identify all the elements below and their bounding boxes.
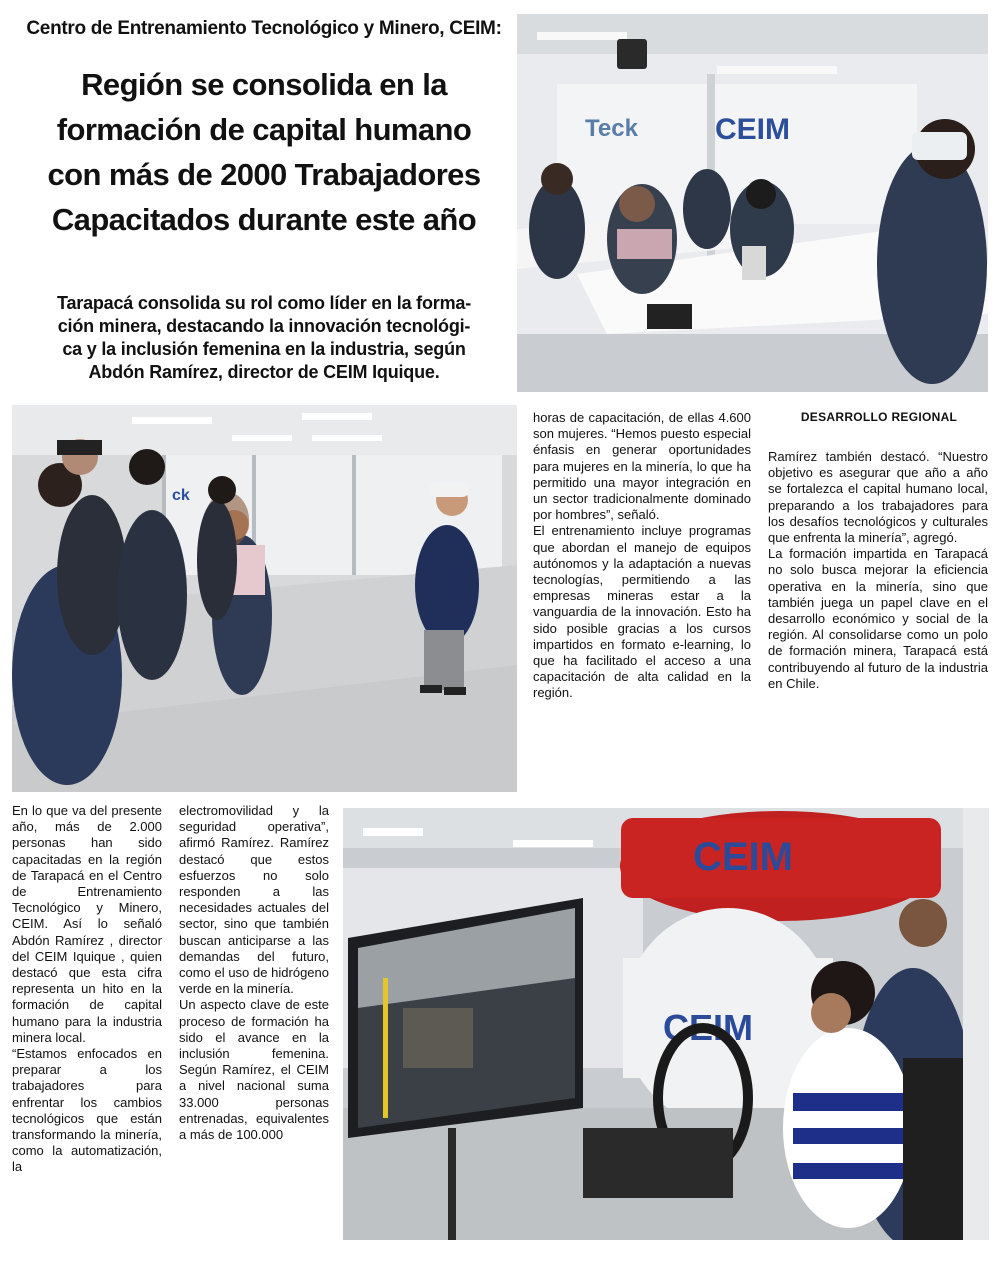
headline-line: con más de 2000 Trabajadores (47, 157, 481, 192)
ceim-partial-logo: ck (172, 487, 190, 504)
teck-wall-logo: Teck (585, 115, 638, 142)
paragraph: En lo que va del presente año, más de 2.000 personas han sido capacitadas en la región de Tarapacá en el Centro de Entrenamiento Tecnológico y Minero, CEIM. Así lo señaló Abdón Ramírez , director del CEIM Iquique , quien destacó que esta cifra representa un hito en la formación de capital humano para la industria minera local. (12, 803, 162, 1045)
simulator-photo (343, 808, 989, 1240)
paragraph: Un aspecto clave de este proceso de formación ha sido el avance en la inclusión femenina. Según Ramírez, el CEIM a nivel nacional suma 33.000 personas entrenadas, equivalentes a más de 100.000 (179, 997, 329, 1143)
ceim-wall-logo: CEIM (715, 113, 790, 146)
ceim-cabin-logo: CEIM (663, 1007, 753, 1048)
paragraph: Ramírez también destacó. “Nuestro objetivo es asegurar que año a año se fortalezca el capital humano local, preparando a los trabajadores para los desafíos tecnológicos y culturales que enfrenta la minería”, agregó. (768, 449, 988, 546)
lede-line: ca y la inclusión femenina en la industria, según (62, 339, 466, 359)
paragraph: La formación impartida en Tarapacá no solo busca mejorar la eficiencia operativa en la minería, sino que también juega un papel clave en el desarrollo económico y social de la región. Al consolidarse como un polo de formación minera, Tarapacá está contribuyendo al futuro de la industria en Chile. (768, 546, 988, 691)
lede-line: Tarapacá consolida su rol como líder en la forma- (57, 293, 471, 313)
text-column-4 (768, 449, 988, 692)
vr-group-photo-art (12, 405, 517, 792)
headline-line: Región se consolida en la (81, 67, 447, 102)
text-column-1 (12, 803, 162, 1176)
ceim-sign-logo: CEIM (693, 835, 793, 879)
classroom-photo (517, 14, 988, 392)
classroom-photo-art (517, 14, 988, 392)
text-column-3 (533, 410, 751, 702)
paragraph: electromovilidad y la seguridad operativa”, afirmó Ramírez. Ramírez destacó que estos esfuerzos no solo responden a las necesidades actuales del sector, sino que también buscan anticiparse a las demandas del futuro, como el uso de hidrógeno verde en la minería. (179, 803, 329, 997)
text-column-2 (179, 803, 329, 1143)
lede-line: ción minera, destacando la innovación tecnológi- (57, 316, 471, 336)
simulator-photo-art (343, 808, 989, 1240)
paragraph: El entrenamiento incluye programas que abordan el manejo de equipos autónomos y la adaptación a nuevas tecnologías, permitiendo a las empresas mineras estar a la vanguardia de la innovación. Esto ha sido posible gracias a los cursos impartidos en formato e-learning, lo que ha facilitado el acceso a una capacitación de alta calidad en la región. (533, 523, 751, 701)
vr-group-photo (12, 405, 517, 792)
section-label: DESARROLLO REGIONAL (800, 410, 958, 424)
paragraph: horas de capacitación, de ellas 4.600 son mujeres. “Hemos puesto especial énfasis en generar oportunidades para mujeres en la minería, lo que ha permitido una mayor integración en un sector tradicionalmente dominado por hombres”, señaló. (533, 410, 751, 523)
headline-line: formación de capital humano (56, 112, 472, 147)
article-kicker: Centro de Entrenamiento Tecnológico y Minero, CEIM: (26, 18, 502, 39)
paragraph: “Estamos enfocados en preparar a los trabajadores para enfrentar los cambios tecnológicos que están transformando la minería, como la automatización, la (12, 1046, 162, 1175)
lede-line: Abdón Ramírez, director de CEIM Iquique. (88, 362, 440, 382)
lede (14, 292, 514, 384)
headline-line: Capacitados durante este año (51, 202, 477, 237)
headline (14, 62, 514, 242)
